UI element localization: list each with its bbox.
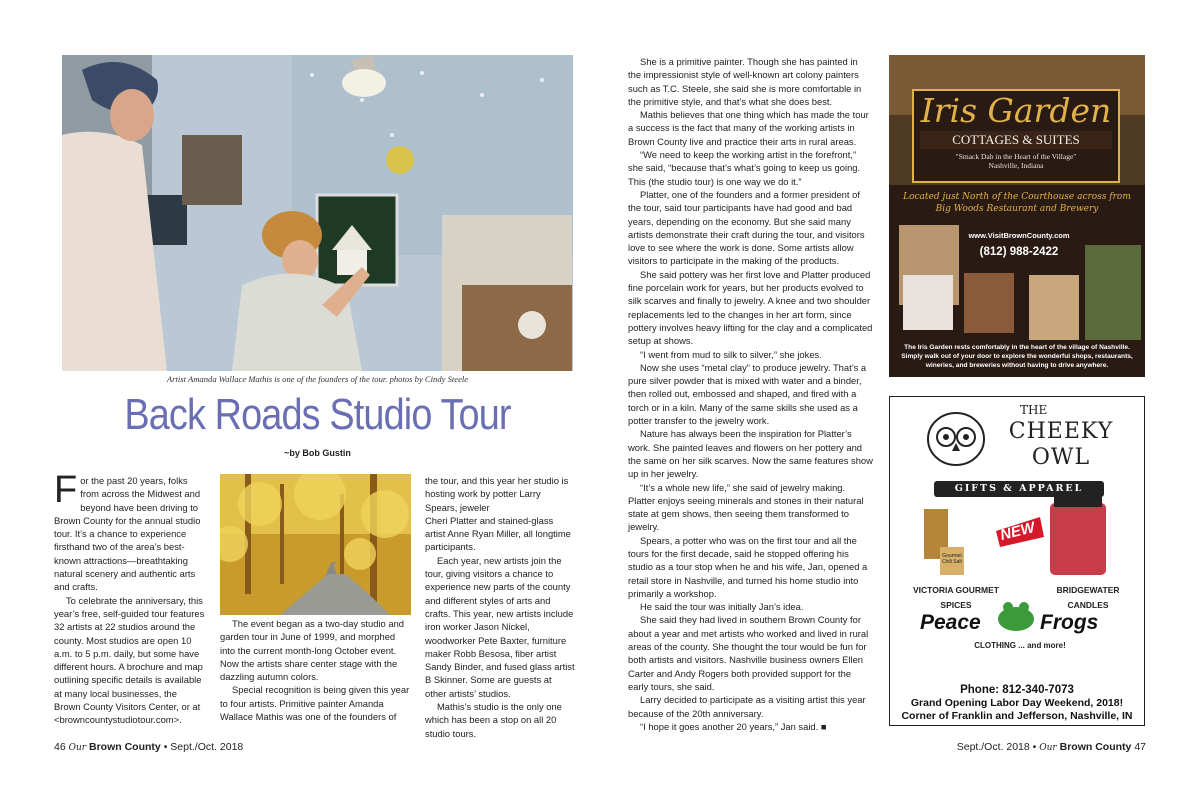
paragraph: “It’s a whole new life,” she said of jewelry making. Platter enjoys seeing minerals and stones in their natural state at gem shows, then seeing them transformed to jewelry. <box>628 481 864 533</box>
paragraph: She said pottery was her first love and Platter produced fine porcelain work for years, but her products evolved to silk scarves and finally to jewelry. A knee and two shoulder replacements led to the changes in her art form, since pottery involves heavy lifting for the clay and a complicated setup at shows. <box>628 268 873 347</box>
owl-banner: GIFTS & APPAREL <box>954 483 1084 494</box>
owl-the: THE <box>1020 403 1048 417</box>
artist-studio-photo <box>62 55 573 371</box>
our-mark: Our <box>1039 743 1057 753</box>
magazine-name: Brown County <box>89 741 161 753</box>
new-badge: NEW <box>998 519 1037 544</box>
paragraph: Mathis believes that one thing which has made the tour a success is the fact that many of the working artists in Brown County live and practice their arts in rural areas. <box>628 109 869 147</box>
bridgewater-label <box>1038 583 1138 613</box>
paragraph: Now she uses “metal clay” to produce jewelry. That’s a pure silver powder that is mixed with water and a binder, then rolled out, embossed and shaped, and fired with a torch or in a kiln. Many of the same skills she used as a potter transfer to the jewelry work. <box>628 361 867 427</box>
victoria-line1: VICTORIA GOURMET <box>913 585 999 595</box>
spice-jar-label: Gourmet Chili Salt <box>942 553 962 565</box>
iris-sub: COTTAGES & SUITES <box>920 131 1112 149</box>
paragraph: Mathis’s studio is the only one which has been a stop on all 20 studio tours. <box>425 701 562 739</box>
owl-phone: Phone: 812-340-7073 <box>960 684 1074 696</box>
article-title: Back Roads Studio Tour <box>124 390 511 439</box>
paragraph: Cheri Platter and stained-glass artist Anne Ryan Miller, all longtime participants. <box>425 514 571 553</box>
article-column-1 <box>54 469 206 727</box>
article-column-2 <box>220 617 411 723</box>
paragraph: or the past 20 years, folks from across the Midwest and beyond have been driving to Brown County for the annual studio tour. It’s a chance to experience firsthand two of the area’s best-known attractions—breathtaking natural scenery and authentic arts and crafts. <box>54 475 201 593</box>
paragraph: “I hope it goes another 20 years,” Jan said. ■ <box>640 720 827 732</box>
footer-right <box>957 741 1146 753</box>
article-column-3 <box>425 474 575 740</box>
issue-date: • Sept./Oct. 2018 <box>163 741 244 753</box>
iris-garden-ad <box>889 55 1145 377</box>
article-column-4 <box>628 55 873 733</box>
owl-address: Corner of Franklin and Jefferson, Nashville, IN <box>901 710 1133 722</box>
owl-logo-icon <box>928 413 984 465</box>
paragraph: Nature has always been the inspiration for Platter’s work. She painted leaves and flowers on her pottery and the same on her silk scarves. Now the same features show up in her jewelry. <box>628 428 873 480</box>
footer-left <box>54 741 243 753</box>
issue-date: Sept./Oct. 2018 • <box>956 741 1037 753</box>
paragraph: She said they had lived in southern Brown County for about a year and met artists who worked and lived in rural areas of the county. She thought the tour would be fun for both artists and visitors. Nashville business owners Ellen Carter and Andy Rogers both provided support for the early tours, she said. <box>628 614 869 692</box>
bridgewater-line2: CANDLES <box>1067 600 1109 610</box>
paragraph: Platter, one of the founders and a former president of the tour, said tour participants have had good and bad years, depending on the economy. But she said many artists demonstrate their craft during the tour, and visitors love to see where the work is done. Some artists allow visitors to participate in the making of the products. <box>628 188 865 267</box>
victoria-label <box>896 583 1016 613</box>
paragraph: He said the tour was initially Jan’s idea. <box>640 601 804 613</box>
iris-city: Nashville, Indiana <box>988 161 1044 170</box>
paragraph: Each year, new artists join the tour, giving visitors a chance to experience new parts of the county and different styles of arts and crafts. This year, new artists include iron worker Jason Nickel, woodworker Pete Baxter, furniture maker Robb Besosa, fiber artist Sandy Binder, and fused glass artist B Skinner. Some are guests at other artists’ studios. <box>425 554 575 699</box>
bridgewater-line1: BRIDGEWATER <box>1056 585 1120 595</box>
page-number: 46 <box>54 741 66 753</box>
owl-opening: Grand Opening Labor Day Weekend, 2018! <box>910 697 1124 709</box>
paragraph: She is a primitive painter. Though she has painted in the impressionist style of well-known art colony painters such as T.C. Steele, she said she is more comfortable in the primitive style, and that’s what she does best. <box>628 56 862 107</box>
victoria-line2: SPICES <box>940 600 972 610</box>
paragraph: To celebrate the anniversary, this year’s free, self-guided tour features 32 artists at 22 studios around the county. Most studios are open 10 a.m. to 5 p.m. daily, but some have different hours. A brochure and map outlining specific details is available at many local businesses, the Brown County Visitors Center, or at <browncountystudiotour.com>. <box>54 594 205 726</box>
iris-name: Iris Garden <box>920 91 1112 130</box>
iris-tagline: "Smack Dab in the Heart of the Village" <box>955 152 1077 161</box>
iris-phone: (812) 988-2422 <box>979 246 1059 258</box>
paragraph: “I went from mud to silk to silver,” she jokes. <box>640 348 822 360</box>
peace-text: Peace <box>920 611 981 634</box>
frogs-text: Frogs <box>1040 611 1099 634</box>
iris-web: www.VisitBrownCounty.com <box>968 231 1070 240</box>
paragraph: Larry decided to participate as a visiting artist this year because of the 20th anniversary. <box>628 694 866 719</box>
cheeky-owl-ad <box>889 396 1145 726</box>
paragraph: “We need to keep the working artist in the forefront,” she said, “because that’s what’s going to keep us going. This (the studio tour) is one way we do it.” <box>628 149 861 187</box>
our-mark: Our <box>68 743 87 753</box>
paragraph: Special recognition is being given this year to four artists. Primitive painter Amanda Wallace Mathis was one of the founders of <box>220 684 410 723</box>
paragraph: the tour, and this year her studio is hosting work by potter Larry Spears, jeweler <box>425 475 569 513</box>
owl-contact-box <box>896 683 1138 723</box>
paragraph: Spears, a potter who was on the first tour and all the tours for the first decade, said he stopped offering his studio as a tour stop when he and his wife, Jan, opened a retail store in Nashville, and turned his home studio into primarily a workshop. <box>628 534 868 599</box>
iris-logo-box <box>912 89 1120 183</box>
clothing-text: CLOTHING ... and more! <box>974 641 1066 650</box>
autumn-road-photo <box>220 474 411 615</box>
photo-caption: Artist Amanda Wallace Mathis is one of the founders of the tour. photos by Cindy Steele <box>166 374 469 384</box>
drop-cap: F <box>54 469 78 511</box>
page-number: 47 <box>1134 741 1146 753</box>
paragraph: The event began as a two-day studio and garden tour in June of 1999, and morphed into the current month-long October event. Now the artists share center stage with the dazzling autumn colors. <box>220 618 404 683</box>
iris-location: Located just North of the Courthouse across from Big Woods Restaurant and Brewery <box>903 192 1131 214</box>
magazine-name: Brown County <box>1059 741 1132 753</box>
owl-name: CHEEKY OWL <box>1008 419 1114 470</box>
iris-blurb: The Iris Garden rests comfortably in the heart of the village of Nashville. Simply walk out of your door to explore the wonderful shops, restaurants, wineries, and breweries without having to drive anywhere. <box>901 344 1133 369</box>
byline: ~by Bob Gustin <box>284 448 351 458</box>
